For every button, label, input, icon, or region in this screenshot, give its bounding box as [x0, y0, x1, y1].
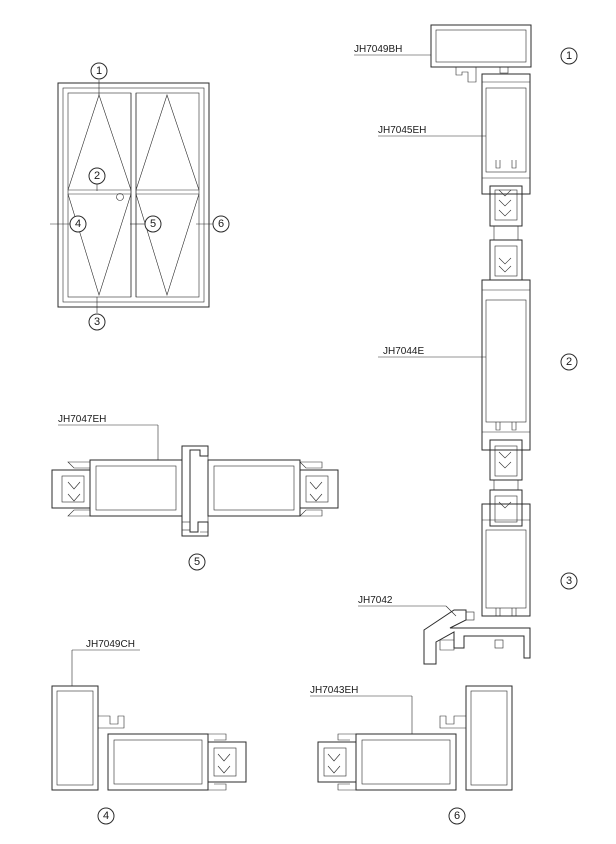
- svg-text:3: 3: [93, 316, 101, 328]
- svg-text:2: 2: [93, 170, 101, 182]
- section-marker-4: [98, 808, 114, 824]
- label-jh7044e: JH7044E: [383, 346, 425, 357]
- svg-text:5: 5: [149, 218, 157, 230]
- section-marker-1: [561, 48, 577, 64]
- label-jh7049bh: JH7049BH: [354, 44, 403, 55]
- svg-text:1: 1: [95, 65, 103, 77]
- label-jh7049ch: JH7049CH: [86, 639, 135, 650]
- elevation-marker-6: [213, 216, 229, 232]
- label-jh7045eh: JH7045EH: [378, 125, 427, 136]
- elevation-marker-5: [145, 216, 161, 232]
- svg-text:4: 4: [102, 810, 110, 822]
- door-elevation: [50, 63, 229, 330]
- svg-text:6: 6: [453, 810, 461, 822]
- svg-text:3: 3: [565, 575, 573, 587]
- section-4: [52, 639, 246, 824]
- elevation-marker-2: [89, 168, 105, 184]
- label-jh7047eh: JH7047EH: [58, 414, 107, 425]
- elevation-marker-4: [70, 216, 86, 232]
- svg-text:2: 2: [565, 356, 573, 368]
- label-jh7043eh: JH7043EH: [310, 685, 359, 696]
- svg-text:5: 5: [193, 556, 201, 568]
- svg-text:6: 6: [217, 218, 225, 230]
- elevation-marker-1: [91, 63, 107, 79]
- section-marker-5: [189, 554, 205, 570]
- svg-text:4: 4: [74, 218, 82, 230]
- vertical-section: [354, 25, 577, 664]
- label-jh7042: JH7042: [358, 595, 393, 606]
- section-marker-2: [561, 354, 577, 370]
- svg-text:1: 1: [565, 50, 573, 62]
- elevation-marker-3: [89, 314, 105, 330]
- section-5: [52, 414, 338, 570]
- section-marker-6: [449, 808, 465, 824]
- section-6: [310, 685, 512, 824]
- section-marker-3: [561, 573, 577, 589]
